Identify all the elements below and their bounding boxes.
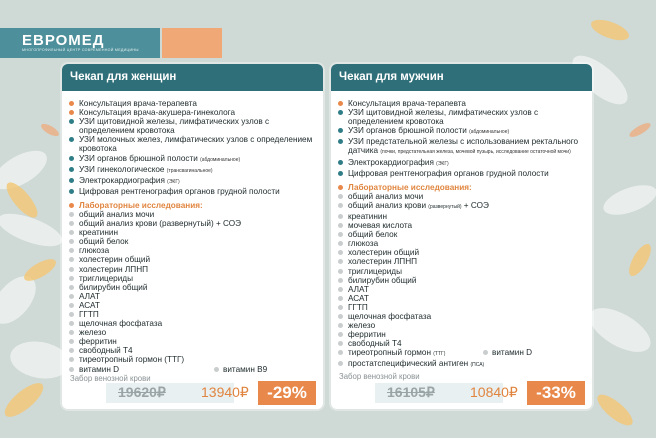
service-item (337, 126, 588, 137)
service-text: Цифровая рентгенография органов грудной полости (79, 186, 280, 196)
service-note: (трансвагинальное) (166, 167, 213, 174)
lab-text: витамин В9 (223, 364, 268, 374)
lab-text: АЛАТ (348, 284, 369, 294)
bullet-icon (69, 367, 74, 372)
lab-text: тиреотропный гормон (ТТГ) (79, 355, 185, 365)
service-text: УЗИ молочных желез, лимфатических узлов с определением кровотока (79, 135, 313, 154)
service-text: УЗИ органов брюшной полости (79, 153, 201, 163)
lab-item-secondary (483, 348, 532, 357)
lab-item (68, 219, 319, 228)
lab-item (68, 274, 319, 283)
bullet-icon (338, 278, 343, 283)
lab-text: тиреотропный гормон (348, 348, 434, 358)
bullet-icon (338, 194, 343, 199)
lab-text: глюкоза (79, 246, 110, 256)
lab-text: триглицериды (79, 273, 133, 283)
lab-text: свободный Т4 (348, 339, 402, 349)
service-item (68, 165, 319, 176)
bullet-icon (69, 230, 74, 235)
lab-text: витамин D (79, 364, 120, 374)
lab-text: триглицериды (348, 266, 402, 276)
bullet-icon (69, 248, 74, 253)
service-note: (ЭКГ) (436, 160, 449, 167)
bullet-icon (338, 128, 343, 133)
lab-item (68, 210, 319, 219)
lab-text: щелочная фосфатаза (348, 311, 432, 321)
lab-text: креатинин (348, 211, 388, 221)
lab-item (337, 248, 588, 257)
lab-item (68, 328, 319, 337)
service-note: (абдоминальное) (200, 156, 241, 163)
bullet-icon (338, 171, 343, 176)
lab-text: АЛАТ (79, 291, 100, 301)
lab-item (337, 294, 588, 303)
service-text: УЗИ щитовидной железы, лимфатических узлов с определением кровотока (79, 117, 270, 136)
lab-item (337, 339, 588, 348)
service-note: (ЭКГ) (167, 178, 180, 185)
lab-text: свободный Т4 (79, 346, 133, 356)
bullet-icon (69, 294, 74, 299)
lab-text: билирубин общий (79, 282, 148, 292)
bullet-icon (69, 212, 74, 217)
bullet-icon (69, 357, 74, 362)
lab-text: ферритин (348, 330, 386, 340)
lab-text: ГГТП (79, 309, 99, 319)
service-item (68, 187, 319, 196)
service-text: Консультация врача-акушера-гинеколога (79, 108, 236, 118)
bullet-icon (338, 259, 343, 264)
bullet-icon (338, 241, 343, 246)
lab-item (337, 192, 588, 201)
bullet-icon (338, 341, 343, 346)
service-item (68, 176, 319, 187)
lab-text: мочевая кислота (348, 221, 413, 231)
checkup-card-women (62, 64, 323, 409)
lab-text: витамин D (492, 348, 533, 358)
service-note: (абдоминальное) (469, 129, 510, 136)
lab-text: билирубин общий (348, 275, 417, 285)
lab-item (337, 359, 588, 370)
lab-text: холестерин общий (79, 255, 151, 265)
new-price: 13940₽ (201, 384, 249, 400)
lab-item (68, 255, 319, 264)
old-price: 19620₽ (118, 384, 166, 400)
lab-text: общий белок (348, 230, 398, 240)
service-item (68, 108, 319, 117)
bullet-icon (338, 314, 343, 319)
bullet-icon (338, 139, 343, 144)
lab-item (68, 292, 319, 301)
lab-text: ферритин (79, 337, 117, 347)
lab-text: АСАТ (348, 293, 369, 303)
bullet-icon (69, 137, 74, 142)
lab-item (68, 301, 319, 310)
lab-title: Лабораторные исследования: (337, 183, 588, 192)
service-item (68, 117, 319, 135)
services-list (68, 99, 319, 196)
bullet-icon (69, 110, 74, 115)
lab-text: АСАТ (79, 300, 100, 310)
lab-text: железо (79, 328, 107, 338)
bullet-icon (69, 303, 74, 308)
bullet-icon (338, 160, 343, 165)
bullet-icon (69, 285, 74, 290)
lab-item (68, 228, 319, 237)
service-text: УЗИ гинекологическое (79, 164, 167, 174)
bullet-icon (69, 178, 74, 183)
service-item (68, 99, 319, 108)
lab-note: (ТТГ) (433, 351, 446, 358)
bullet-icon (338, 269, 343, 274)
bullet-icon (69, 321, 74, 326)
lab-note: (ПСА) (470, 362, 485, 369)
card-body (337, 99, 588, 371)
lab-item (337, 212, 588, 221)
service-text: Консультация врача-терапевта (348, 99, 466, 108)
lab-item (68, 365, 319, 374)
lab-item (68, 237, 319, 246)
lab-item (337, 303, 588, 312)
lab-item (68, 310, 319, 319)
lab-text: ГГТП (348, 302, 368, 312)
lab-item (68, 355, 319, 364)
lab-item (337, 330, 588, 339)
service-item (337, 158, 588, 169)
bullet-icon (69, 189, 74, 194)
lab-item (337, 312, 588, 321)
discount-badge: -33% (527, 381, 585, 405)
bullet-icon (338, 223, 343, 228)
lab-item (337, 221, 588, 230)
lab-item (337, 257, 588, 266)
lab-item (337, 348, 588, 359)
bullet-icon (338, 323, 343, 328)
lab-text: общий анализ крови (348, 200, 429, 210)
service-text: Электрокардиография (348, 157, 437, 167)
bullet-icon (338, 110, 343, 115)
discount-badge: -29% (258, 381, 316, 405)
service-note: (почки, предстательная железа, мочевой пузырь, исследование остаточной мочи) (380, 149, 571, 156)
service-item (68, 154, 319, 165)
service-item (337, 108, 588, 126)
venous-note: Забор венозной крови (339, 372, 420, 381)
lab-item (337, 267, 588, 276)
bullet-icon (69, 348, 74, 353)
card-title: Чекап для мужчин (331, 64, 592, 91)
service-item (68, 135, 319, 153)
lab-text: щелочная фосфатаза (79, 319, 163, 329)
service-text: УЗИ предстательной железы с использованием ректального датчика (348, 137, 579, 156)
bullet-icon (69, 267, 74, 272)
bullet-icon (69, 221, 74, 226)
bullet-icon (69, 167, 74, 172)
service-text: Цифровая рентгенография органов грудной полости (348, 168, 549, 178)
lab-text: глюкоза (348, 239, 379, 249)
bullet-icon (214, 367, 219, 372)
lab-text: простатспецифический антиген (348, 359, 471, 369)
lab-text: общий анализ крови (развернутый) + СОЭ (79, 219, 242, 229)
lab-text: общий анализ мочи (79, 209, 155, 219)
lab-item (68, 283, 319, 292)
lab-item (337, 201, 588, 212)
card-body (68, 99, 319, 374)
bullet-icon (338, 250, 343, 255)
lab-item (68, 265, 319, 274)
bullet-icon (338, 296, 343, 301)
bullet-icon (69, 239, 74, 244)
bullet-icon (338, 332, 343, 337)
lab-title: Лабораторные исследования: (68, 201, 319, 210)
lab-text: железо (348, 321, 376, 331)
lab-item (68, 346, 319, 355)
bullet-icon (69, 312, 74, 317)
lab-text: креатинин (79, 228, 119, 238)
bullet-icon (338, 287, 343, 292)
lab-text: холестерин ЛПНП (348, 257, 417, 267)
service-text: Электрокардиография (79, 175, 168, 185)
lab-item (337, 230, 588, 239)
bullet-icon (69, 156, 74, 161)
lab-list (337, 192, 588, 371)
lab-item (68, 246, 319, 255)
brand-subtitle: МНОГОПРОФИЛЬНЫЙ ЦЕНТР СОВРЕМЕННОЙ МЕДИЦИНЫ (22, 48, 139, 52)
brand-logo: ЕВРОМЕД (22, 32, 105, 49)
bullet-icon (338, 214, 343, 219)
service-item (337, 99, 588, 108)
lab-note: (развернутый) (428, 203, 462, 210)
bullet-icon (338, 305, 343, 310)
service-item (337, 137, 588, 157)
lab-item (337, 276, 588, 285)
bullet-icon (483, 350, 488, 355)
lab-item-secondary (214, 365, 267, 374)
lab-text: холестерин ЛПНП (79, 264, 148, 274)
bullet-icon (338, 101, 343, 106)
price-row (106, 381, 316, 405)
service-text: УЗИ органов брюшной полости (348, 126, 470, 136)
bullet-icon (338, 350, 343, 355)
lab-item (337, 239, 588, 248)
bullet-icon (69, 101, 74, 106)
bullet-icon (69, 330, 74, 335)
price-row (375, 381, 585, 405)
lab-text: общий анализ мочи (348, 191, 424, 201)
new-price: 10840₽ (470, 384, 518, 400)
lab-list (68, 210, 319, 374)
accent-block (162, 28, 222, 58)
bullet-icon (338, 203, 343, 208)
lab-text-tail: + СОЭ (461, 200, 489, 210)
services-list (337, 99, 588, 178)
service-text: УЗИ щитовидной железы, лимфатических узлов с определением кровотока (348, 108, 539, 127)
lab-text: общий белок (79, 237, 129, 247)
lab-item (68, 319, 319, 328)
old-price: 16105₽ (387, 384, 435, 400)
bullet-icon (69, 119, 74, 124)
bullet-icon (69, 257, 74, 262)
service-item (337, 169, 588, 178)
card-title: Чекап для женщин (62, 64, 323, 91)
lab-item (337, 285, 588, 294)
checkup-card-men (331, 64, 592, 409)
lab-item (68, 337, 319, 346)
bullet-icon (69, 276, 74, 281)
lab-item (337, 321, 588, 330)
bullet-icon (69, 339, 74, 344)
bullet-icon (338, 232, 343, 237)
venous-note: Забор венозной крови (70, 374, 151, 383)
service-text: Консультация врача-терапевта (79, 99, 197, 108)
lab-text: холестерин общий (348, 248, 420, 258)
bullet-icon (338, 361, 343, 366)
